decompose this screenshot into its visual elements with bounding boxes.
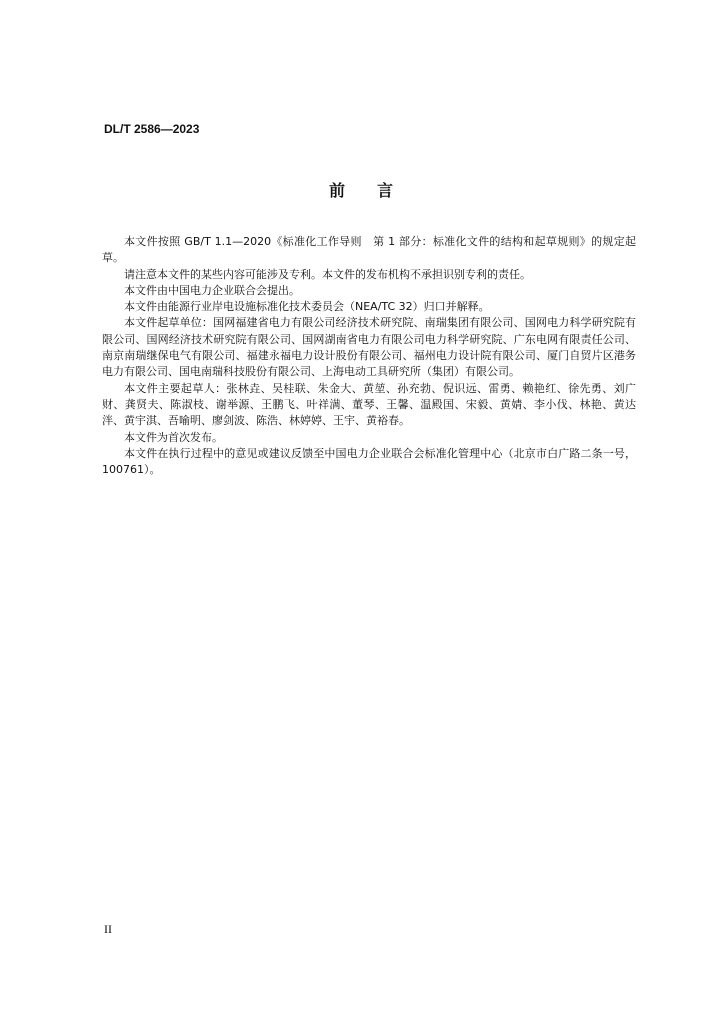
paragraph-committee: 本文件由能源行业岸电设施标准化技术委员会（NEA/TC 32）归口并解释。 <box>124 300 490 314</box>
paragraph-drafting-units: 本文件起草单位：国网福建省电力有限公司经济技术研究院、南瑞集团有限公司、国网电力科学研究院有限公司、国网经济技术研究院有限公司、国网湖南省电力有限公司电力科学研究院、广东电网有限责任公司、南京南瑞继保电气有限公司、福建永福电力设计股份有限公司、福州电力设计院有限公司、厦门自贸片区港务电力有限公司、国电南瑞科技股份有限公司、上海电动工具研究所（集团）有限公司。 <box>102 316 636 379</box>
title-part-1: 前 <box>328 181 347 200</box>
document-code: DL/T 2586—2023 <box>104 122 200 136</box>
paragraph-feedback: 本文件在执行过程中的意见或建议反馈至中国电力企业联合会标准化管理中心（北京市白广路二条一号，100761）。 <box>102 446 636 477</box>
page-number: II <box>104 922 112 936</box>
foreword-body <box>102 234 636 478</box>
paragraph-first-release: 本文件为首次发布。 <box>124 430 223 444</box>
title-part-2: 言 <box>377 181 396 200</box>
paragraph-proposer: 本文件由中国电力企业联合会提出。 <box>124 283 300 297</box>
paragraph-patent-notice: 请注意本文件的某些内容可能涉及专利。本文件的发布机构不承担识别专利的责任。 <box>124 267 531 281</box>
paragraph-main-drafters: 本文件主要起草人：张林垚、吴桂联、朱金大、黄堃、孙充勃、倪识远、雷勇、赖艳红、徐先勇、刘广财、龚贤夫、陈淑枝、谢举源、王鹏飞、叶祥满、董琴、王馨、温殿国、宋毅、黄婧、李小伐、林艳、黄达泮、黄宇淇、吾喻明、廖剑波、陈浩、林婷婷、王宇、黄裕春。 <box>102 381 636 428</box>
page-title <box>0 178 724 201</box>
paragraph-drafting-basis: 本文件按照 GB/T 1.1—2020《标准化工作导则 第 1 部分：标准化文件的结构和起草规则》的规定起草。 <box>102 235 636 265</box>
